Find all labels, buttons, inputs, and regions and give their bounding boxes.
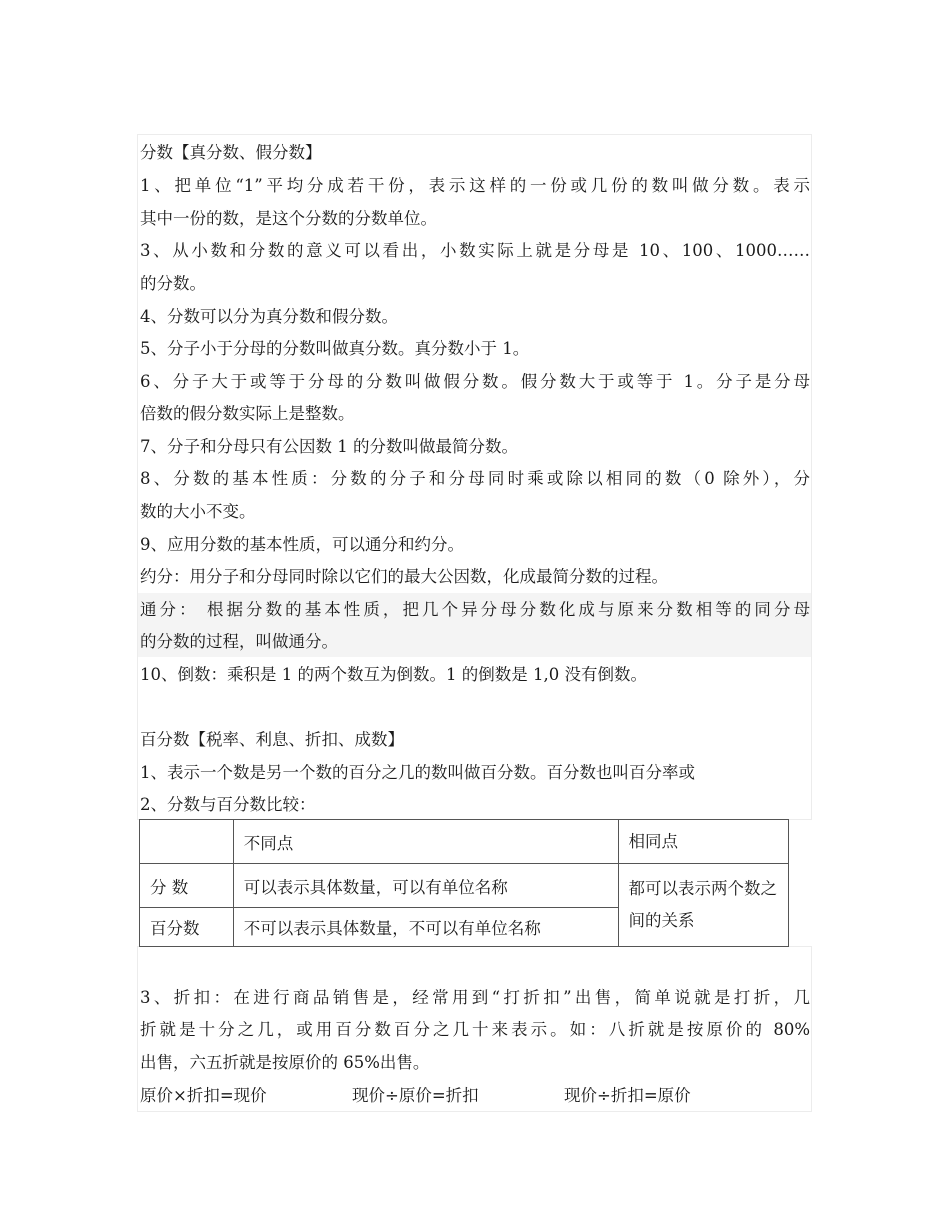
- text-line: 出售，六五折就是按原价的 65%出售。: [140, 1053, 430, 1072]
- difference-cell: 可以表示具体数量，可以有单位名称: [233, 864, 618, 908]
- section-heading: 百分数【税率、利息、折扣、成数】: [140, 730, 404, 749]
- section-heading: 分数【真分数、假分数】: [140, 143, 322, 162]
- text-line: 10、倒数：乘积是 1 的两个数互为倒数。1 的倒数是 1,0 没有倒数。: [140, 665, 647, 684]
- table-row: [140, 864, 789, 908]
- text-line: 3、从小数和分数的意义可以看出，小数实际上就是分母是 10、100、1000……: [140, 241, 810, 260]
- text-line: 其中一份的数，是这个分数的分数单位。: [140, 209, 437, 228]
- difference-cell: 不可以表示具体数量，不可以有单位名称: [233, 908, 618, 947]
- text-line: 7、分子和分母只有公因数 1 的分数叫做最简分数。: [140, 437, 518, 456]
- formula: 现价÷折扣=原价: [564, 1086, 691, 1105]
- text-line: 倍数的假分数实际上是整数。: [140, 404, 355, 423]
- text-line: 的分数的过程，叫做通分。: [140, 632, 338, 651]
- formula-line: [140, 1083, 810, 1109]
- text-line: 折就是十分之几，或用百分数百分之几十来表示。如：八折就是按原价的 80%: [140, 1020, 810, 1039]
- text-line: 通分： 根据分数的基本性质，把几个异分母分数化成与原来分数相等的同分母: [140, 600, 810, 619]
- text-line: 8、分数的基本性质：分数的分子和分母同时乘或除以相同的数（0 除外），分: [140, 469, 810, 488]
- table-header-cell: [140, 820, 234, 864]
- text-line: 的分数。: [140, 274, 206, 293]
- formula: 现价÷原价=折扣: [352, 1086, 479, 1105]
- text-line: 1、把单位“1”平均分成若干份，表示这样的一份或几份的数叫做分数。表示: [140, 176, 810, 195]
- common-point-cell: 都可以表示两个数之间的关系: [618, 864, 789, 947]
- table-header-cell: 相同点: [618, 820, 789, 864]
- text-line: 2、分数与百分数比较：: [140, 795, 316, 814]
- row-label-cell: 分 数: [140, 864, 234, 908]
- formula: 原价×折扣=现价: [140, 1086, 267, 1105]
- comparison-table: [139, 819, 789, 947]
- table-header-row: [140, 820, 789, 864]
- text-line: 5、分子小于分母的分数叫做真分数。真分数小于 1。: [140, 339, 530, 358]
- table-header-cell: 不同点: [233, 820, 618, 864]
- text-line: 3、折扣：在进行商品销售是，经常用到“打折扣”出售，简单说就是打折，几: [140, 988, 810, 1007]
- text-line: 1、表示一个数是另一个数的百分之几的数叫做百分数。百分数也叫百分率或: [140, 763, 695, 782]
- text-line: 约分：用分子和分母同时除以它们的最大公因数，化成最简分数的过程。: [140, 567, 668, 586]
- row-label-cell: 百分数: [140, 908, 234, 947]
- text-line: 9、应用分数的基本性质，可以通分和约分。: [140, 535, 464, 554]
- text-line: 6、分子大于或等于分母的分数叫做假分数。假分数大于或等于 1。分子是分母: [140, 372, 810, 391]
- text-line: 数的大小不变。: [140, 502, 256, 521]
- text-line: 4、分数可以分为真分数和假分数。: [140, 307, 398, 326]
